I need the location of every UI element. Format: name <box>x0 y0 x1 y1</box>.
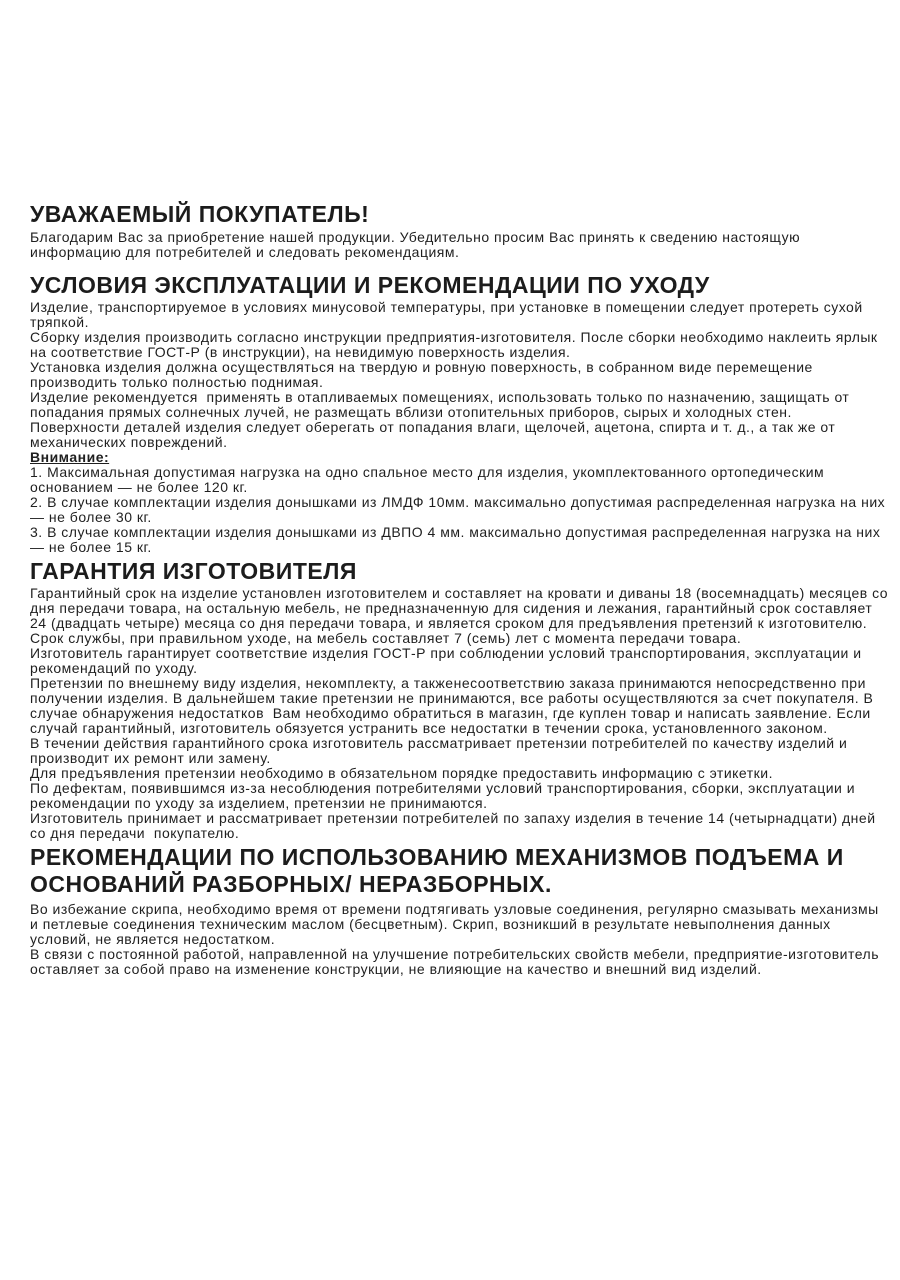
section-greeting <box>30 202 890 260</box>
warning-item: 2. В случае комплектации изделия донышками из ЛМДФ 10мм. максимально допустимая распределенная нагрузка на них — не более 30 кг. <box>30 494 890 525</box>
warning-item: 3. В случае комплектации изделия донышками из ДВПО 4 мм. максимально допустимая распределенная нагрузка на них — не более 15 кг. <box>30 524 885 555</box>
section-heading-usage-conditions: УСЛОВИЯ ЭКСПЛУАТАЦИИ И РЕКОМЕНДАЦИИ ПО УХОДУ <box>30 272 710 298</box>
section-lift-mechanisms <box>30 844 890 977</box>
paragraph: Установка изделия должна осуществляться на твердую и ровную поверхность, в собранном виде перемещение производить только полностью поднимая. <box>30 359 818 390</box>
paragraph: Во избежание скрипа, необходимо время от времени подтягивать узловые соединения, регулярно смазывать механизмы и петлевые соединения техническим маслом (бесцветным). Скрип, возникший в результате невыполнения данных условий, не является недостатком. <box>30 901 884 947</box>
paragraph: Срок службы, при правильном уходе, на мебель составляет 7 (семь) лет с момента передачи товара. <box>30 630 742 646</box>
paragraph: Благодарим Вас за приобретение нашей продукции. Убедительно просим Вас принять к сведению настоящую информацию для потребителей и следовать рекомендациям. <box>30 229 805 260</box>
section-heading-warranty: ГАРАНТИЯ ИЗГОТОВИТЕЛЯ <box>30 558 357 584</box>
warning-item: 1. Максимальная допустимая нагрузка на одно спальное место для изделия, укомплектованного ортопедическим основанием — не более 120 кг. <box>30 464 829 495</box>
warning-label: Внимание: <box>30 449 110 465</box>
paragraph: Гарантийный срок на изделие установлен изготовителем и составляет на кровати и диваны 18 (восемнадцать) месяцев со дня передачи товара, на остальную мебель, не предназначенную для сидения и лежания, гарантийный срок составляет 24 (двадцать четыре) месяца со дня передачи товара, и является сроком для предъявления претензий к изготовителю. <box>30 585 893 631</box>
paragraph: По дефектам, появившимся из-за несоблюдения потребителями условий транспортирования, сборки, эксплуатации и рекомендации по уходу за изделием, претензии не принимаются. <box>30 780 860 811</box>
section-warranty <box>30 558 893 841</box>
paragraph: В течении действия гарантийного срока изготовитель рассматривает претензии потребителей по качеству изделий и производит их ремонт или замену. <box>30 735 852 766</box>
paragraph: Изделие рекомендуется применять в отапливаемых помещениях, использовать только по назначению, защищать от попадания прямых солнечных лучей, не размещать вблизи отопительных приборов, сырых и холодных стен. <box>30 389 854 420</box>
section-heading-greeting: УВАЖАЕМЫЙ ПОКУПАТЕЛЬ! <box>30 201 370 227</box>
paragraph: Для предъявления претензии необходимо в обязательном порядке предоставить информацию с этикетки. <box>30 765 773 781</box>
paragraph: Поверхности деталей изделия следует оберегать от попадания влаги, щелочей, ацетона, спирта и т. д., а так же от механических повреждений. <box>30 419 840 450</box>
paragraph: Претензии по внешнему виду изделия, некомплекту, а такженесоответствию заказа принимаются непосредственно при получении изделия. В дальнейшем такие претензии не принимаются, все работы осуществляются за счет покупателя. В случае обнаружения недостатков Вам необходимо обратиться в магазин, где куплен товар и написать заявление. Если случай гарантийный, изготовитель обязуется устранить все недостатки в течении срока, установленного законом. <box>30 675 878 736</box>
section-usage-conditions <box>30 273 890 555</box>
paragraph: Сборку изделия производить согласно инструкции предприятия-изготовителя. После сборки необходимо наклеить ярлык на соответствие ГОСТ-Р (в инструкции), на невидимую поверхность изделия. <box>30 329 882 360</box>
section-heading-lift-mechanisms: РЕКОМЕНДАЦИИ ПО ИСПОЛЬЗОВАНИЮ МЕХАНИЗМОВ ПОДЪЕМА И ОСНОВАНИЙ РАЗБОРНЫХ/ НЕРАЗБОРНЫХ. <box>30 844 851 897</box>
paragraph: Изготовитель гарантирует соответствие изделия ГОСТ-Р при соблюдении условий транспортирования, эксплуатации и рекомендаций по уходу. <box>30 645 866 676</box>
paragraph: Изготовитель принимает и рассматривает претензии потребителей по запаху изделия в течение 14 (четырнадцати) дней со дня передачи покупателю. <box>30 810 880 841</box>
paragraph: В связи с постоянной работой, направленной на улучшение потребительских свойств мебели, предприятие-изготовитель оставляет за собой право на изменение конструкции, не влияющие на качество и внешний вид изделий. <box>30 946 884 977</box>
paragraph: Изделие, транспортируемое в условиях минусовой температуры, при установке в помещении следует протереть сухой тряпкой. <box>30 299 868 330</box>
